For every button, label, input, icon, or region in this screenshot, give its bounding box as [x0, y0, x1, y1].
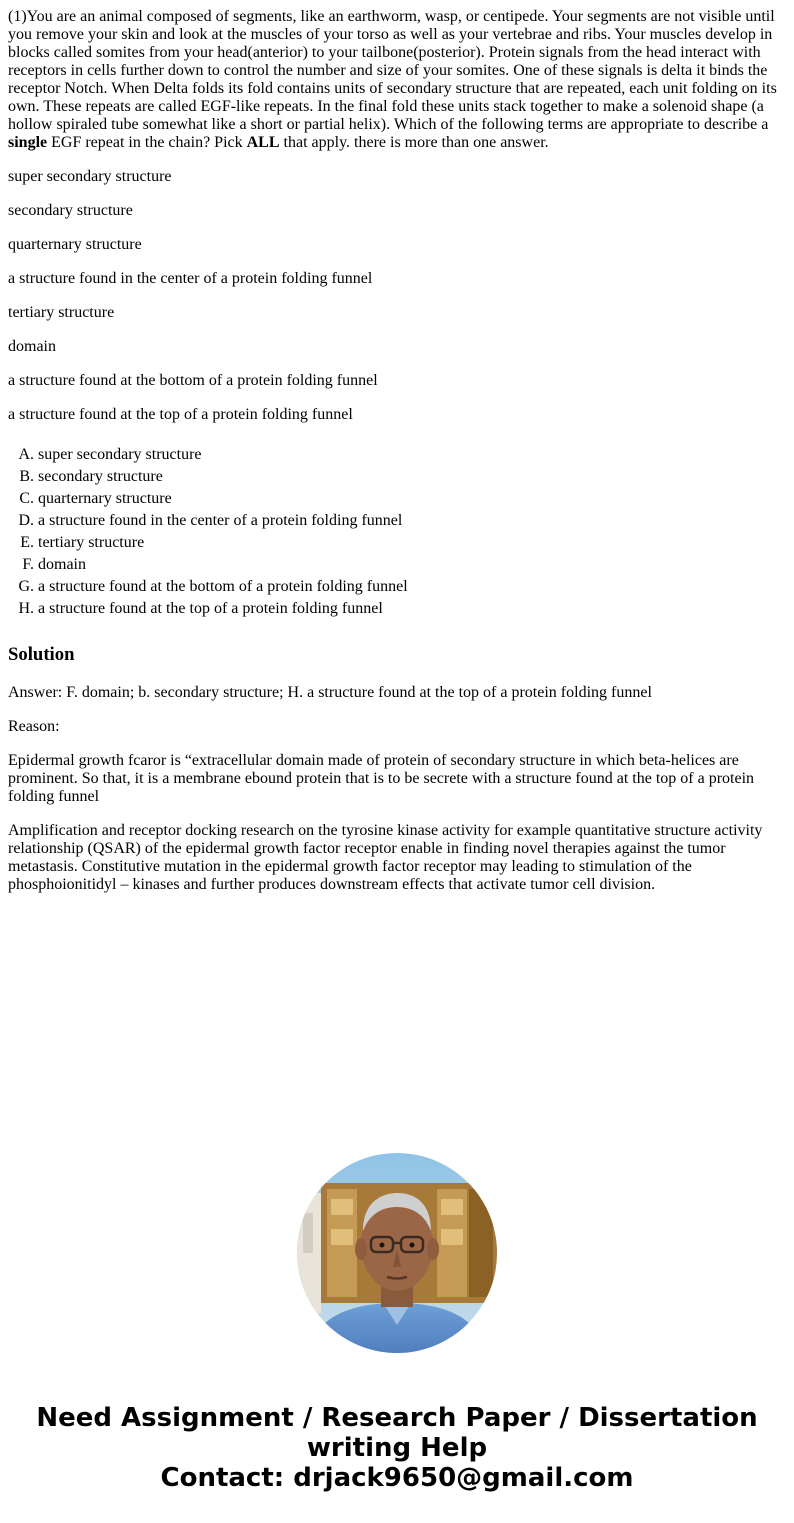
option-g: [8, 576, 786, 598]
banner-line-2: writing Help: [306, 1433, 488, 1463]
option-c: [8, 488, 786, 510]
question-end: that apply. there is more than one answer.: [279, 134, 549, 151]
option-text: domain: [38, 556, 86, 573]
page-content: [8, 8, 786, 910]
plain-option: a structure found at the top of a protein folding funnel: [8, 406, 353, 423]
solution-paragraph-2: Amplification and receptor docking research on the tyrosine kinase activity for example quantitative structure activity relationship (QSAR) of the epidermal growth factor receptor enable in finding novel therapies against the tumor metastasis. Constitutive mutation in the epidermal growth factor receptor may leading to stimulation of the phosphoionitidyl – kinases and further produces downstream effects that activate tumor cell division.: [8, 822, 763, 893]
solution-answer: Answer: F. domain; b. secondary structure; H. a structure found at the top of a protein folding funnel: [8, 684, 652, 701]
option-text: super secondary structure: [38, 446, 202, 463]
solution-heading: Solution: [8, 644, 75, 665]
banner-line-1: Need Assignment / Research Paper / Dissertation: [36, 1403, 758, 1433]
banner-contact: Contact: drjack9650@gmail.com: [160, 1463, 634, 1493]
avatar: [297, 1153, 497, 1353]
plain-option: tertiary structure: [8, 304, 115, 321]
plain-option: a structure found at the bottom of a protein folding funnel: [8, 372, 378, 389]
option-h: [8, 598, 786, 620]
option-b: [8, 466, 786, 488]
option-text: a structure found at the bottom of a protein folding funnel: [38, 578, 408, 595]
lettered-options-list: [8, 444, 786, 620]
option-letter: B.: [19, 468, 34, 485]
option-letter: E.: [20, 534, 34, 551]
plain-option: quarternary structure: [8, 236, 142, 253]
option-letter: D.: [18, 512, 34, 529]
question-middle: EGF repeat in the chain? Pick: [47, 134, 247, 151]
option-text: tertiary structure: [38, 534, 145, 551]
plain-option: domain: [8, 338, 56, 355]
option-letter: F.: [22, 556, 34, 573]
question-text: [8, 8, 786, 152]
plain-option: super secondary structure: [8, 168, 172, 185]
plain-option: a structure found in the center of a protein folding funnel: [8, 270, 373, 287]
question-intro: (1)You are an animal composed of segments, like an earthworm, wasp, or centipede. Your segments are not visible until you remove your skin and look at the muscles of your torso as well as your vertebrae and ribs. Your muscles develop in blocks called somites from your head(anterior) to your tailbone(posterior). Protein signals from the head interact with receptors in cells further down to control the number and size of your somites. One of these signals is delta it binds the receptor Notch. When Delta folds its fold contains units of secondary structure that are repeated, each unit folding on its own. These repeats are called EGF-like repeats. In the final fold these units stack together to make a solenoid shape (a hollow spiraled tube somewhat like a short or partial helix). Which of the following terms are appropriate to describe a: [8, 8, 777, 133]
solution-paragraph-1: Epidermal growth fcaror is “extracellular domain made of protein of secondary structure in which beta-helices are prominent. So that, it is a membrane ebound protein that is to be secrete with a structure found at the top of a protein folding funnel: [8, 752, 755, 805]
question-bold-single: single: [8, 134, 48, 151]
option-e: [8, 532, 786, 554]
plain-option: secondary structure: [8, 202, 133, 219]
option-d: [8, 510, 786, 532]
option-a: [8, 444, 786, 466]
option-f: [8, 554, 786, 576]
option-letter: C.: [19, 490, 34, 507]
solution-reason-label: Reason:: [8, 718, 60, 735]
option-letter: H.: [18, 600, 34, 617]
option-text: quarternary structure: [38, 490, 172, 507]
option-letter: A.: [18, 446, 34, 463]
option-text: a structure found at the top of a protein folding funnel: [38, 600, 383, 617]
question-bold-all: ALL: [246, 134, 280, 151]
avatar-portrait-image: [297, 1153, 497, 1353]
option-text: secondary structure: [38, 468, 163, 485]
option-text: a structure found in the center of a protein folding funnel: [38, 512, 403, 529]
promo-banner: [0, 1403, 794, 1493]
option-letter: G.: [18, 578, 34, 595]
